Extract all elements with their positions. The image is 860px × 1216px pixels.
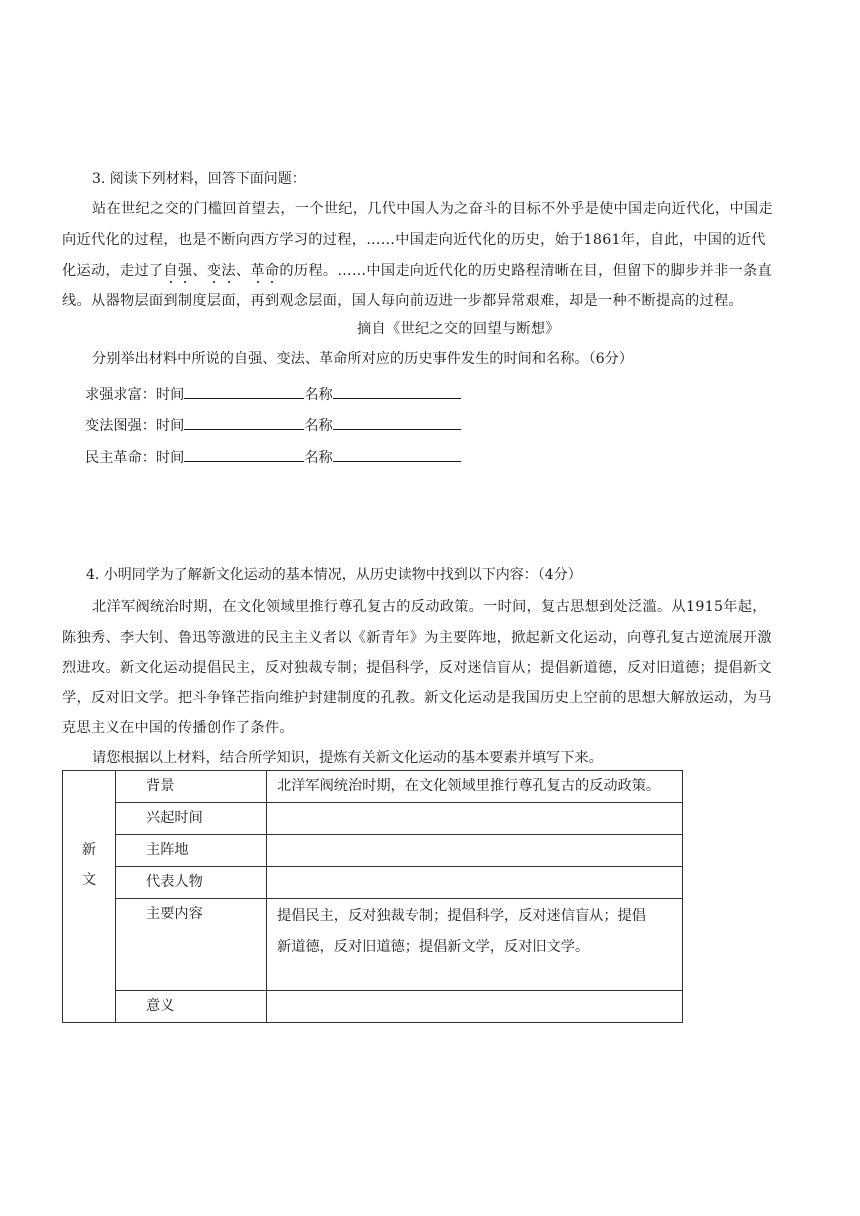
row-value-representatives[interactable] xyxy=(267,867,683,899)
row-label-main-content: 主要内容 xyxy=(116,899,267,991)
q3-material-line-1: 站在世纪之交的门槛回首望去，一个世纪，几代中国人为之奋斗的目标不外乎是使中国走向近代化，中国走 xyxy=(92,201,773,217)
q3-line-3-end: 的历程。……中国走向近代化的历史路程清晰在目，但留下的脚步并非一条直 xyxy=(279,263,772,279)
emphasis-revolution xyxy=(250,263,279,279)
row-label-significance: 意义 xyxy=(116,991,267,1023)
new-culture-movement-table xyxy=(62,770,683,1023)
separator: 、 xyxy=(192,263,207,279)
q4-material-line-3: 烈进攻。新文化运动提倡民主，反对独裁专制；提倡科学，反对迷信盲从；提倡新道德，反对旧道德；提倡新文 xyxy=(62,660,772,676)
time-blank[interactable] xyxy=(184,414,304,430)
row-value-significance[interactable] xyxy=(267,991,683,1023)
side-char-2: 文 xyxy=(81,872,97,888)
emphasis-char: 命 xyxy=(264,263,280,279)
emphasis-char: 变 xyxy=(206,263,222,279)
emphasis-char: 法 xyxy=(221,263,236,279)
table-row xyxy=(63,991,683,1023)
table-row xyxy=(63,899,683,991)
answer-row-2 xyxy=(85,414,461,435)
emphasis-char: 强 xyxy=(177,263,193,279)
emphasis-reform xyxy=(207,263,236,279)
row-label-main-position: 主阵地 xyxy=(116,835,267,867)
name-blank[interactable] xyxy=(333,414,461,430)
q3-material-line-4: 线。从器物层面到制度层面，再到观念层面，国人每向前迈进一步都异常艰难，却是一种不断提高的过程。 xyxy=(62,293,743,309)
main-content-line-1: 提倡民主，反对独裁专制；提倡科学，反对迷信盲从；提倡 xyxy=(277,908,646,924)
side-label-cell xyxy=(63,771,116,1023)
answer-row-1 xyxy=(85,383,461,404)
answer-label: 求强求富：时间 xyxy=(85,387,185,403)
name-label: 名称 xyxy=(304,387,333,403)
side-char-1: 新 xyxy=(81,842,97,858)
time-blank[interactable] xyxy=(184,446,304,462)
name-label: 名称 xyxy=(304,450,333,466)
question-4-title: 4. 小明同学为了解新文化运动的基本情况，从历史读物中找到以下内容：（4分） xyxy=(86,567,582,583)
q4-material-line-2: 陈独秀、李大钊、鲁迅等激进的民主主义者以《新青年》为主要阵地，掀起新文化运动，向尊孔复古逆流展开激 xyxy=(62,630,772,646)
answer-label: 变法图强：时间 xyxy=(85,418,185,434)
separator: 、 xyxy=(235,263,251,279)
q4-instruction: 请您根据以上材料，结合所学知识，提炼有关新文化运动的基本要素并填写下来。 xyxy=(92,750,603,766)
time-blank[interactable] xyxy=(184,383,304,399)
emphasis-char: 革 xyxy=(250,263,265,279)
row-value-main-position[interactable] xyxy=(267,835,683,867)
table-row xyxy=(63,835,683,867)
row-value-main-content[interactable] xyxy=(267,899,683,991)
q4-material-line-4: 学，反对旧文学。把斗争锋芒指向维护封建制度的孔教。新文化运动是我国历史上空前的思想大解放运动，为马 xyxy=(62,690,772,706)
table-row xyxy=(63,867,683,899)
q3-question: 分别举出材料中所说的自强、变法、革命所对应的历史事件发生的时间和名称。（6分） xyxy=(92,351,634,367)
row-label-representatives: 代表人物 xyxy=(116,867,267,899)
answer-label: 民主革命：时间 xyxy=(85,450,185,466)
name-label: 名称 xyxy=(304,418,333,434)
row-value-background[interactable]: 北洋军阀统治时期，在文化领域里推行尊孔复古的反动政策。 xyxy=(267,771,683,803)
answer-row-3 xyxy=(85,446,461,467)
q3-material-line-3 xyxy=(62,260,772,280)
name-blank[interactable] xyxy=(333,446,461,462)
table-row xyxy=(63,771,683,803)
question-3-title: 3. 阅读下列材料，回答下面问题： xyxy=(92,171,306,187)
emphasis-char: 自 xyxy=(163,263,178,279)
main-content-line-2: 新道德，反对旧道德；提倡新文学，反对旧文学。 xyxy=(277,939,590,955)
row-label-start-time: 兴起时间 xyxy=(116,803,267,835)
row-label-background: 背景 xyxy=(116,771,267,803)
row-value-start-time[interactable] xyxy=(267,803,683,835)
table-row xyxy=(63,803,683,835)
q4-material-line-1: 北洋军阀统治时期，在文化领域里推行尊孔复古的反动政策。一时间，复古思想到处泛滥。从1915年起， xyxy=(92,599,767,615)
q3-source: 摘自《世纪之交的回望与断想》 xyxy=(357,321,560,337)
emphasis-self-strengthening xyxy=(163,263,192,279)
q4-material-line-5: 克思主义在中国的传播创作了条件。 xyxy=(62,720,294,736)
q3-line-3-start: 化运动，走过了 xyxy=(62,263,164,279)
name-blank[interactable] xyxy=(333,383,461,399)
q3-material-line-2: 向近代化的过程，也是不断向西方学习的过程，……中国走向近代化的历史，始于1861年，自此，中国的近代 xyxy=(62,232,766,248)
